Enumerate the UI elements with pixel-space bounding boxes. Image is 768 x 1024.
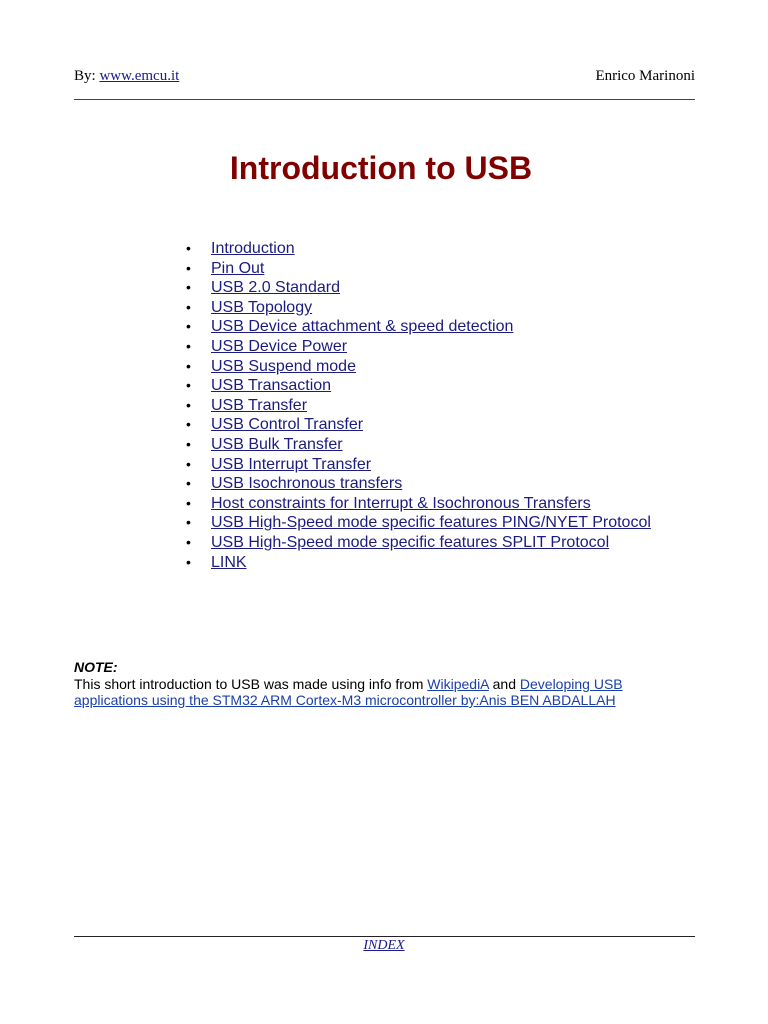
by-label: By: [74,68,96,84]
toc-link-pin-out[interactable]: Pin Out [211,259,265,277]
toc-link-transaction[interactable]: USB Transaction [211,377,332,395]
toc-item [186,553,656,573]
toc-item [186,435,656,455]
bullet-icon: • [186,318,191,335]
toc-link-split-protocol[interactable]: USB High-Speed mode specific features SPLIT Protocol [211,533,610,551]
toc-link-device-power[interactable]: USB Device Power [211,337,348,355]
toc-link-bulk-transfer[interactable]: USB Bulk Transfer [211,435,343,453]
wikipedia-link[interactable]: WikipediA [427,675,489,692]
bullet-icon: • [186,279,191,296]
toc-item [186,357,656,377]
note-heading: NOTE: [74,659,118,675]
note-section [74,659,694,709]
table-of-contents [186,239,656,572]
toc-item [186,298,656,318]
toc-item [186,455,656,475]
bullet-icon: • [186,259,191,276]
toc-link-ping-nyet-protocol[interactable]: USB High-Speed mode specific features PING/NYET Protocol [211,514,651,532]
toc-item [186,415,656,435]
note-body [74,676,694,709]
toc-item [186,474,656,494]
page-title: Introduction to USB [229,150,533,186]
toc-link-isochronous-transfers[interactable]: USB Isochronous transfers [211,475,403,493]
bullet-icon: • [186,553,191,570]
bullet-icon: • [186,298,191,315]
bullet-icon: • [186,435,191,452]
toc-link-usb-topology[interactable]: USB Topology [211,298,313,316]
page-header [74,68,695,88]
index-link[interactable]: INDEX [363,938,405,953]
bullet-icon: • [186,337,191,354]
toc-item [186,239,656,259]
toc-item [186,494,656,514]
bullet-icon: • [186,533,191,550]
toc-link-interrupt-transfer[interactable]: USB Interrupt Transfer [211,455,372,473]
bullet-icon: • [186,455,191,472]
toc-link-introduction[interactable]: Introduction [211,240,295,257]
toc-link-suspend-mode[interactable]: USB Suspend mode [211,357,356,375]
toc-item [186,337,656,357]
site-link[interactable]: www.emcu.it [99,68,180,84]
toc-item [186,533,656,553]
footer-divider [74,936,695,937]
toc-item [186,396,656,416]
toc-link-device-attachment[interactable]: USB Device attachment & speed detection [211,318,514,336]
bullet-icon: • [186,494,191,511]
header-byline [74,68,179,85]
bullet-icon: • [186,514,191,531]
toc-item [186,317,656,337]
toc-link-host-constraints[interactable]: Host constraints for Interrupt & Isochronous Transfers [211,494,591,512]
author-name: Enrico Marinoni [595,68,695,84]
toc-link-link[interactable]: LINK [211,553,247,571]
bullet-icon: • [186,396,191,413]
toc-item [186,376,656,396]
toc-link-usb-2-standard[interactable]: USB 2.0 Standard [211,279,340,297]
note-text-before: This short introduction to USB was made using info from [74,675,428,692]
bullet-icon: • [186,357,191,374]
toc-item [186,278,656,298]
toc-item [186,513,656,533]
bullet-icon: • [186,475,191,492]
bullet-icon: • [186,416,191,433]
footer [0,938,768,954]
bullet-icon: • [186,240,191,256]
note-text-middle: and [488,675,520,692]
bullet-icon: • [186,377,191,394]
toc-link-control-transfer[interactable]: USB Control Transfer [211,416,364,434]
toc-item [186,259,656,279]
toc-link-transfer[interactable]: USB Transfer [211,396,308,414]
header-divider [74,99,695,100]
developing-usb-link[interactable]: Developing USB applications using the STM32 ARM Cortex-M3 microcontroller by:Anis BEN ABDALLAH [74,675,623,708]
